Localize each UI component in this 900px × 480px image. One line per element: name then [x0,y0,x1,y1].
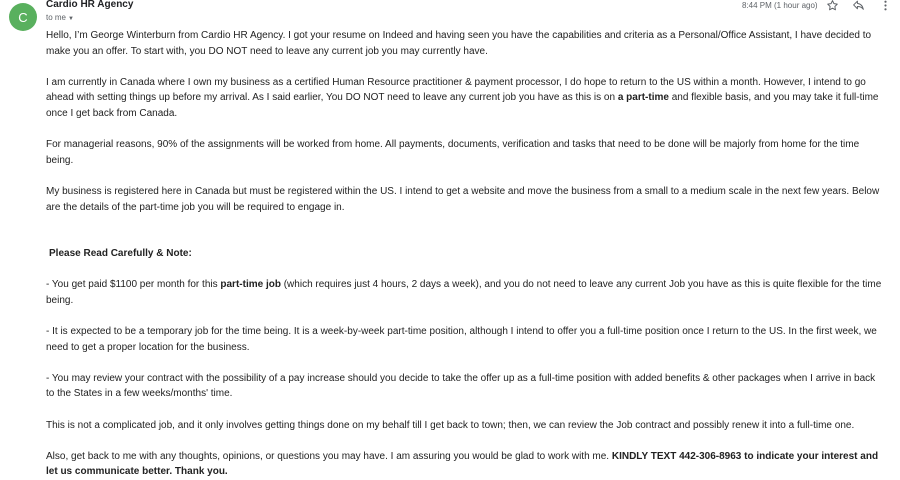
notice-heading: Please Read Carefully & Note: [49,248,192,260]
star-button[interactable] [823,0,841,14]
recipient-label: to me [46,13,67,22]
paragraph-contact: Also, get back to me with any thoughts, opinions, or questions you may have. I am assuring you would be glad to work with me. KINDLY TEXT 442-306-8963 to indicate your interest and let us communicate better. Thank you. [46,450,879,478]
paragraph-managerial: For managerial reasons, 90% of the assignments will be worked from home. All payments, documents, verification and tasks that need to be done will be majorly from home for the time being. [46,139,860,166]
more-options-button[interactable] [876,0,894,14]
paragraph-location: I am currently in Canada where I own my business as a certified Human Resource practitioner & payment processor, I do hope to return to the US within a month. However, I intend to go ahead with setting things up before my arrival. As I said earlier, You DO NOT need to leave any current job you have as this is on a part-time and flexible basis, and you may take it full-time once I get back from Canada. [46,76,879,119]
reply-button[interactable] [849,0,867,14]
reply-icon [852,0,865,12]
timestamp: 8:44 PM (1 hour ago) [742,1,818,10]
paragraph-greeting: Hello, I’m George Winterburn from Cardio HR Agency. I got your resume on Indeed and having seen you have the capabilities and criteria as a Personal/Office Assistant, I have decided to make you an offer. To start with, you DO NOT need to leave any current job you may currently have. [46,30,872,57]
more-vert-icon [879,0,892,12]
bullet-contract: - You may review your contract with the possibility of a pay increase should you decide to take the offer up as a full-time position with added benefits & other packages when I arrive in back to the States in a few weeks/months' time. [46,372,876,400]
bullet-temporary: - It is expected to be a temporary job for the time being. It is a week-by-week part-time position, although I intend to offer you a full-time position once I return to the US. In the first week, we need to get a proper location for the business. [46,326,877,353]
email-body [46,28,886,480]
recipient-details-toggle[interactable] [46,13,74,22]
avatar: C [9,3,37,31]
bullet-pay: - You get paid $1100 per month for this part-time job (which requires just 4 hours, 2 days a week), and you do not need to leave any current Job you have as this is quite flexible for the time being. [46,279,882,306]
star-icon [826,0,839,12]
paragraph-not-complicated: This is not a complicated job, and it only involves getting things done on my behalf till I get back to town; then, we can review the Job contract and possibly renew it into a full-time one. [46,419,855,431]
chevron-down-icon: ▼ [68,16,74,22]
paragraph-business: My business is registered here in Canada but must be registered within the US. I intend to get a website and move the business from a small to a medium scale in the next few years. Below are the details of the part-time job you will be required to engage in. [46,185,880,213]
sender-name: Cardio HR Agency [46,0,134,10]
